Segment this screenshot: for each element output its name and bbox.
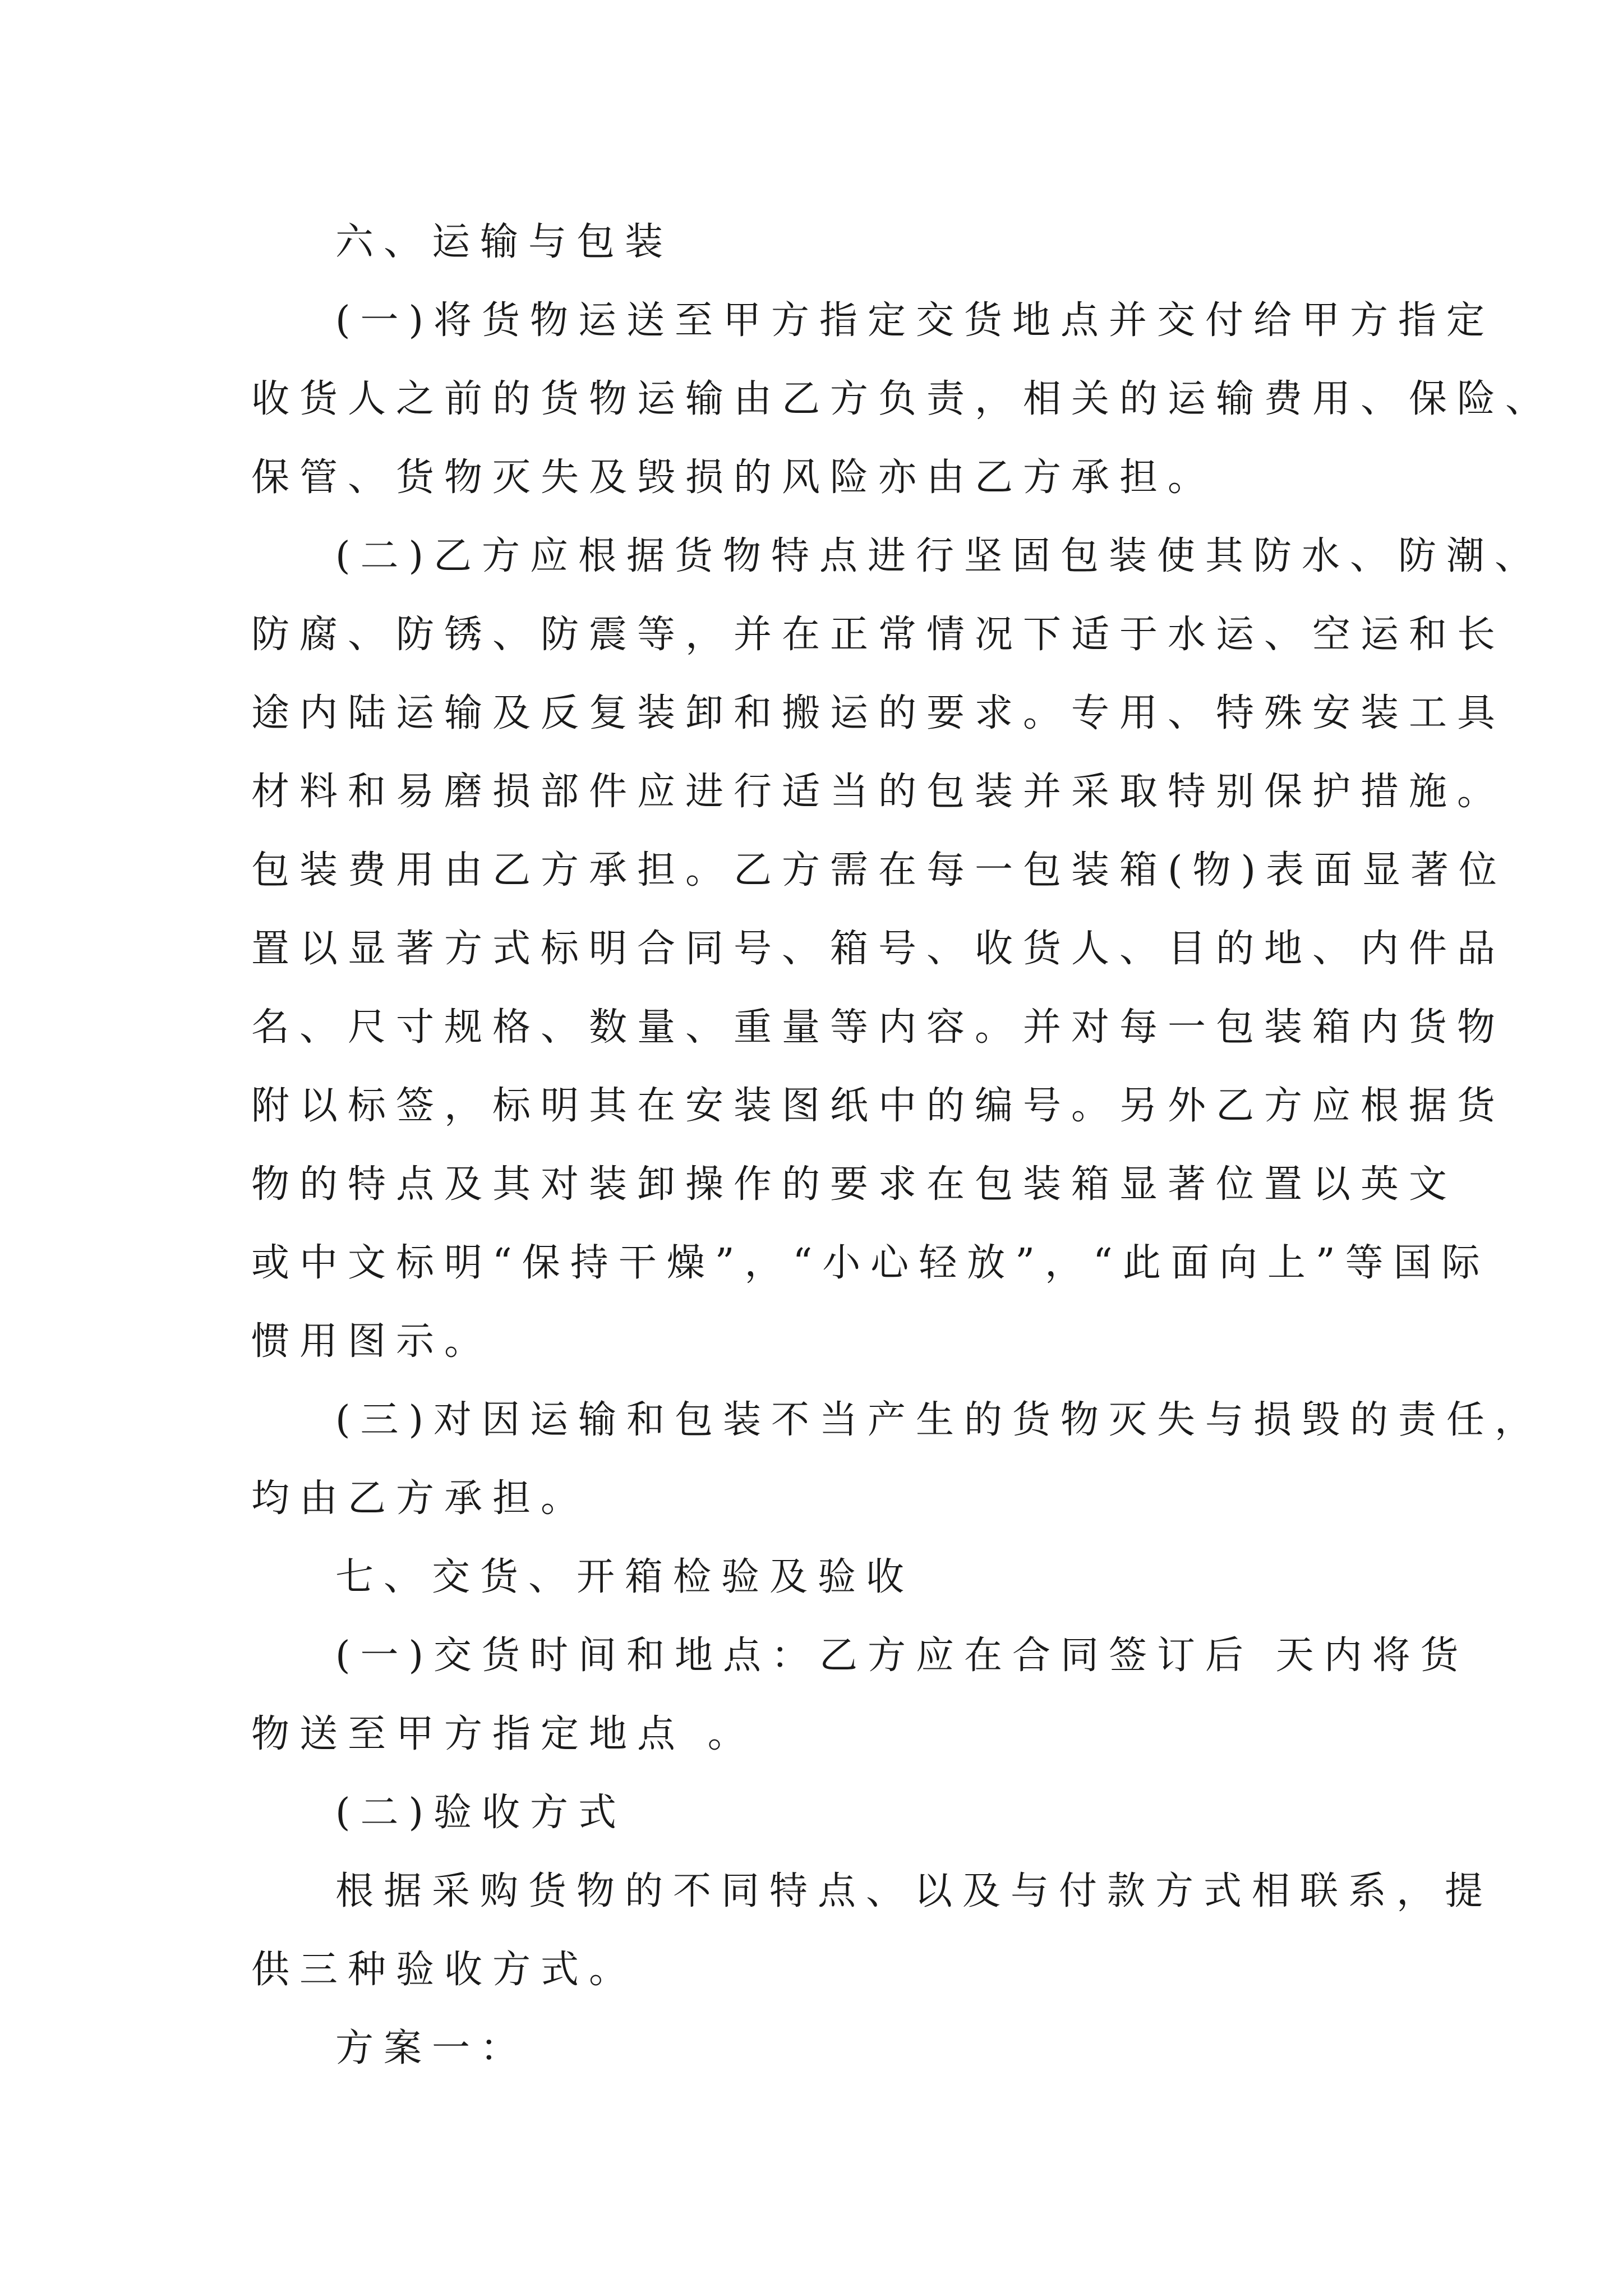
paragraph-line: (一)将货物运送至甲方指定交货地点并交付给甲方指定 bbox=[335, 298, 1495, 343]
paragraph-line: 保管、货物灭失及毁损的风险亦由乙方承担。 bbox=[251, 455, 1216, 500]
paragraph-line: 材料和易磨损部件应进行适当的包装并采取特别保护措施。 bbox=[251, 770, 1506, 814]
subheading-plan-one: 方案一： bbox=[335, 2026, 529, 2070]
paragraph-line: 置以显著方式标明合同号、箱号、收货人、目的地、内件品 bbox=[251, 927, 1506, 971]
paragraph-line: (二)乙方应根据货物特点进行坚固包装使其防水、防潮、 bbox=[335, 534, 1543, 578]
paragraph-line: 均由乙方承担。 bbox=[251, 1476, 589, 1521]
paragraph-line: 名、尺寸规格、数量、重量等内容。并对每一包装箱内货物 bbox=[251, 1005, 1506, 1050]
paragraph-line: 物的特点及其对装卸操作的要求在包装箱显著位置以英文 bbox=[251, 1162, 1458, 1207]
paragraph-line: (三)对因运输和包装不当产生的货物灭失与损毁的责任， bbox=[335, 1398, 1543, 1442]
paragraph-line: 附以标签，标明其在安装图纸中的编号。另外乙方应根据货 bbox=[251, 1084, 1506, 1128]
section-heading-delivery-inspection: 七、交货、开箱检验及验收 bbox=[335, 1555, 915, 1599]
paragraph-line: 或中文标明“保持干燥”，“小心轻放”，“此面向上”等国际 bbox=[251, 1241, 1490, 1285]
subheading-acceptance-method: (二)验收方式 bbox=[335, 1791, 627, 1835]
paragraph-line: 物送至甲方指定地点 。 bbox=[251, 1712, 756, 1756]
paragraph-line: 根据采购货物的不同特点、以及与付款方式相联系，提 bbox=[335, 1869, 1493, 1913]
paragraph-line: 惯用图示。 bbox=[251, 1319, 493, 1364]
paragraph-line: (一)交货时间和地点：乙方应在合同签订后 天内将货 bbox=[335, 1634, 1469, 1678]
paragraph-line: 收货人之前的货物运输由乙方负责，相关的运输费用、保险、 bbox=[251, 377, 1554, 421]
paragraph-line: 供三种验收方式。 bbox=[251, 1948, 638, 1992]
paragraph-line: 途内陆运输及反复装卸和搬运的要求。专用、特殊安装工具 bbox=[251, 691, 1506, 735]
paragraph-line: 包装费用由乙方承担。乙方需在每一包装箱(物)表面显著位 bbox=[251, 848, 1507, 892]
section-heading-transport-packaging: 六、运输与包装 bbox=[335, 220, 674, 264]
paragraph-line: 防腐、防锈、防震等，并在正常情况下适于水运、空运和长 bbox=[251, 613, 1506, 657]
